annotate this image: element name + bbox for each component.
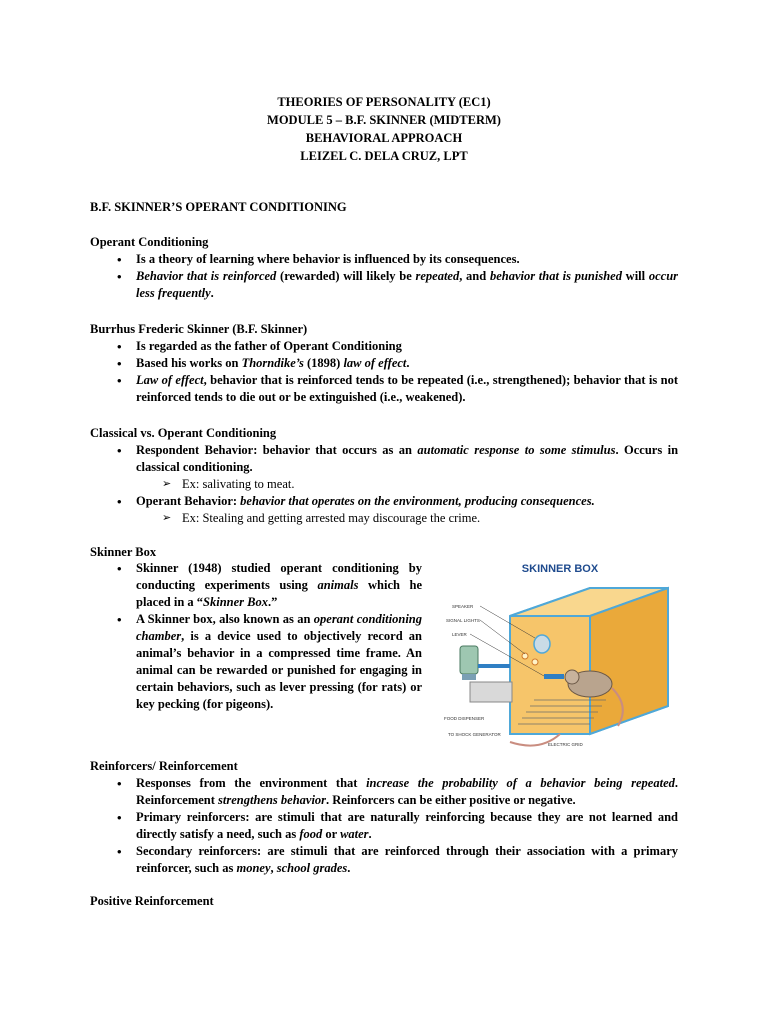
svg-text:SIGNAL LIGHTS: SIGNAL LIGHTS	[446, 618, 480, 623]
section-heading: Operant Conditioning	[90, 235, 209, 249]
section-heading-positive-reinforcement: Positive Reinforcement	[90, 894, 214, 908]
author-name: LEIZEL C. DELA CRUZ, LPT	[300, 149, 468, 163]
approach-title: BEHAVIORAL APPROACH	[305, 131, 463, 145]
section-skinner-box	[90, 560, 422, 713]
section-skinner-bio	[90, 321, 678, 406]
list-item: • Based his works on Thorndike’s (1898) law of effect.	[90, 355, 678, 372]
example-item: ➢ Ex: Stealing and getting arrested may discourage the crime.	[90, 510, 678, 527]
svg-text:TO SHOCK GENERATOR: TO SHOCK GENERATOR	[448, 732, 501, 737]
svg-text:LEVER: LEVER	[452, 632, 467, 637]
svg-text:FOOD DISPENSER: FOOD DISPENSER	[444, 716, 485, 721]
section-heading-skinner-box: Skinner Box	[90, 545, 157, 559]
course-title: THEORIES OF PERSONALITY (EC1)	[277, 95, 491, 109]
svg-text:SPEAKER: SPEAKER	[452, 604, 474, 609]
document-header	[0, 93, 768, 165]
figure-title: SKINNER BOX	[521, 563, 599, 575]
section-operant-conditioning	[90, 234, 678, 302]
list-item: • Primary reinforcers: are stimuli that are naturally reinforcing because they are not learned and directly satisfy a need, such as food or water.	[90, 809, 678, 843]
section-reinforcers	[90, 758, 678, 877]
list-item: • Secondary reinforcers: are stimuli that are reinforced through their association with a primary reinforcer, such as money, school grades.	[90, 843, 678, 877]
list-item: • Operant Behavior: behavior that operates on the environment, producing consequences.	[90, 493, 678, 510]
skinner-box-illustration	[440, 556, 680, 752]
list-item: • Is a theory of learning where behavior is influenced by its consequences.	[90, 251, 678, 268]
list-item: • Skinner (1948) studied operant conditioning by conducting experiments using animals which he placed in a “Skinner Box.”	[90, 560, 422, 611]
list-item: • Respondent Behavior: behavior that occurs as an automatic response to some stimulus. Occurs in classical conditioning.	[90, 442, 678, 476]
list-item: • A Skinner box, also known as an operant conditioning chamber, is a device used to objectively record an animal’s behavior in a compressed time frame. An animal can be rewarded or punished for engaging in certain behaviors, such as lever pressing (for rats) or key pecking (for pigeons).	[90, 611, 422, 713]
list-item: • Is regarded as the father of Operant Conditioning	[90, 338, 678, 355]
main-heading: B.F. SKINNER’S OPERANT CONDITIONING	[90, 200, 347, 214]
section-heading: Burrhus Frederic Skinner (B.F. Skinner)	[90, 322, 308, 336]
skinner-box-figure	[440, 556, 680, 752]
section-heading: Classical vs. Operant Conditioning	[90, 426, 277, 440]
module-title: MODULE 5 – B.F. SKINNER (MIDTERM)	[267, 113, 501, 127]
svg-text:ELECTRIC GRID: ELECTRIC GRID	[548, 742, 583, 747]
example-item: ➢ Ex: salivating to meat.	[90, 476, 678, 493]
section-classical-vs-operant	[90, 425, 678, 527]
list-item: • Law of effect, behavior that is reinforced tends to be repeated (i.e., strengthened); behavior that is not reinforced tends to die out or be extinguished (i.e., weakened).	[90, 372, 678, 406]
list-item: • Responses from the environment that increase the probability of a behavior being repeated. Reinforcement strengthens behavior. Reinforcers can be either positive or negative.	[90, 775, 678, 809]
list-item: • Behavior that is reinforced (rewarded) will likely be repeated, and behavior that is punished will occur less frequently.	[90, 268, 678, 302]
section-heading: Reinforcers/ Reinforcement	[90, 759, 238, 773]
